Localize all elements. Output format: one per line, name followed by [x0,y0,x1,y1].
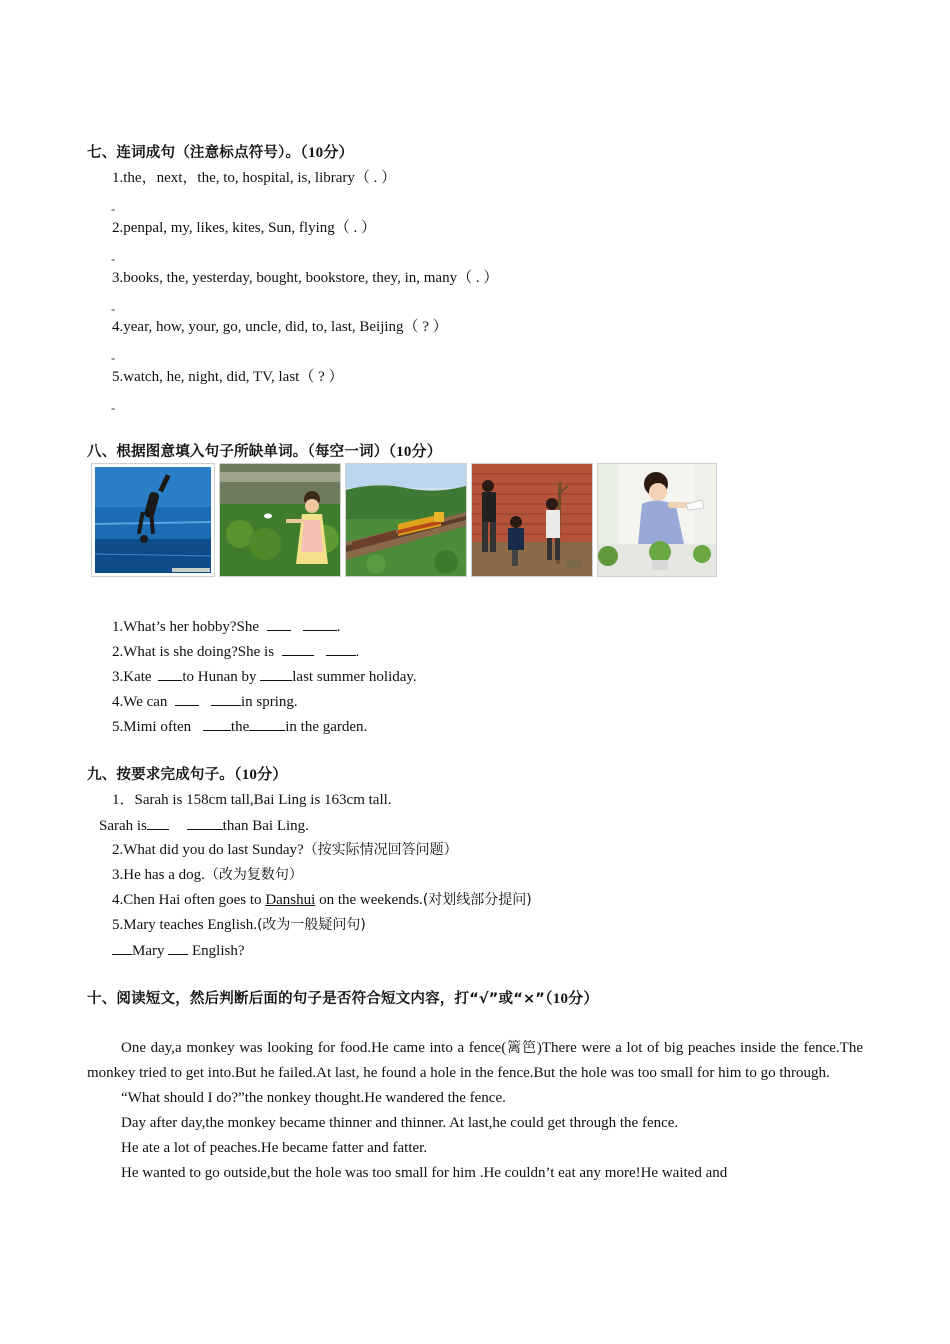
s8-q1-blank-1[interactable] [267,616,291,631]
s8-question-1: 1.What’s her hobby?She . [112,616,340,637]
s8-q2-blank-2[interactable] [326,641,356,656]
s7-item-5: 5.watch, he, night, did, TV, last（ ? ） [112,369,344,385]
reading-passage [87,1036,863,1186]
passage-paragraph-1: One day,a monkey was looking for food.He came into a fence(篱笆)There were a lot of big peaches inside the fence.The monkey tried to get into.But he failed.At last, he found a hole in the fence.But the hole was too small for him to go through. [87,1040,863,1081]
s8-q2-blank-1[interactable] [282,641,314,656]
s7-item-4: 4.year, how, your, go, uncle, did, to, last, Beijing（ ? ） [112,319,448,335]
s9-q5-answer: Mary English? [112,940,245,961]
s7-answer-line-5[interactable]: - [111,400,116,415]
s9-q1-answer: Sarah is than Bai Ling. [99,815,309,836]
section-8-title: 八、根据图意填入句子所缺单词。（每空一词） [87,444,389,460]
section-8-heading [87,442,442,462]
section-10-points: （10分） [545,991,599,1007]
s7-item-2: 2.penpal, my, likes, kites, Sun, flying（ . ） [112,220,377,236]
s8-q3-blank-2[interactable] [260,666,292,681]
underlined-place: Danshui [265,892,316,908]
s8-q2-text: 2.What is she doing?She is [112,644,275,660]
s7-item-1: 1.the，next，the, to, hospital, is, library（ . ） [112,170,397,186]
passage-paragraph-2: “What should I do?”the nonkey thought.He wandered the fence. [121,1090,506,1106]
s9-q5-blank-2[interactable] [168,940,188,955]
s9-question-4: 4.Chen Hai often goes to Danshui on the weekends.(对划线部分提问) [112,892,532,908]
s9-q1-blank-1[interactable] [147,815,169,830]
s9-question-2: 2.What did you do last Sunday?（按实际情况回答问题） [112,842,458,858]
s8-q5-blank-1[interactable] [203,716,231,731]
s9-q1-blank-2[interactable] [187,815,223,830]
section-10-heading [87,989,599,1009]
s7-answer-line-3[interactable]: - [111,301,116,316]
s7-answer-line-4[interactable]: - [111,350,116,365]
passage-paragraph-3: Day after day,the monkey became thinner and thinner. At last,he could get through the fence. [121,1115,679,1131]
section-9-heading [87,765,288,785]
s8-q1-text: 1.What’s her hobby?She [112,619,260,635]
s8-question-5: 5.Mimi often the in the garden. [112,716,367,737]
passage-paragraph-4: He ate a lot of peaches.He became fatter and fatter. [121,1140,428,1156]
section-8-points: （10分） [388,444,442,460]
s9-q5-blank-1[interactable] [112,940,132,955]
s8-q1-blank-2[interactable] [303,616,337,631]
s8-question-4: 4.We can in spring. [112,691,298,712]
watering-plant-photo [597,463,717,577]
section-7-points: （10分） [300,145,354,161]
s9-question-5: 5.Mary teaches English.(改为一般疑问句) [112,917,366,933]
s9-question-3: 3.He has a dog.（改为复数句） [112,867,303,883]
s7-answer-line-2[interactable]: - [111,251,116,266]
section-10-title: 十、阅读短文，然后判断后面的句子是否符合短文内容，打“√”或“×” [87,991,546,1007]
tree-planting-photo [471,463,593,577]
s8-q5-blank-2[interactable] [249,716,285,731]
s7-item-3: 3.books, the, yesterday, bought, bookstore, they, in, many（ . ） [112,270,499,286]
girl-with-bird-photo [219,463,341,577]
passage-paragraph-5: He wanted to go outside,but the hole was too small for him .He couldn’t eat any more!He waited and [121,1165,728,1181]
s8-q4-blank-2[interactable] [211,691,241,706]
diver-photo [91,463,215,577]
s8-q3-blank-1[interactable] [158,666,182,681]
section-9-title: 九、按要求完成句子。 [87,767,234,783]
s8-question-3: 3.Kate to Hunan by last summer holiday. [112,666,417,687]
section-8-photo-strip [91,463,717,577]
s8-q4-blank-1[interactable] [175,691,199,706]
s7-answer-line-1[interactable]: - [111,201,116,216]
section-7-title: 七、连词成句（注意标点符号）。 [87,145,301,161]
section-9-points: （10分） [234,767,288,783]
train-photo [345,463,467,577]
section-7-heading [87,143,354,163]
s8-question-2: 2.What is she doing?She is . [112,641,359,662]
s9-question-1: 1．Sarah is 158cm tall,Bai Ling is 163cm tall. [112,792,392,808]
